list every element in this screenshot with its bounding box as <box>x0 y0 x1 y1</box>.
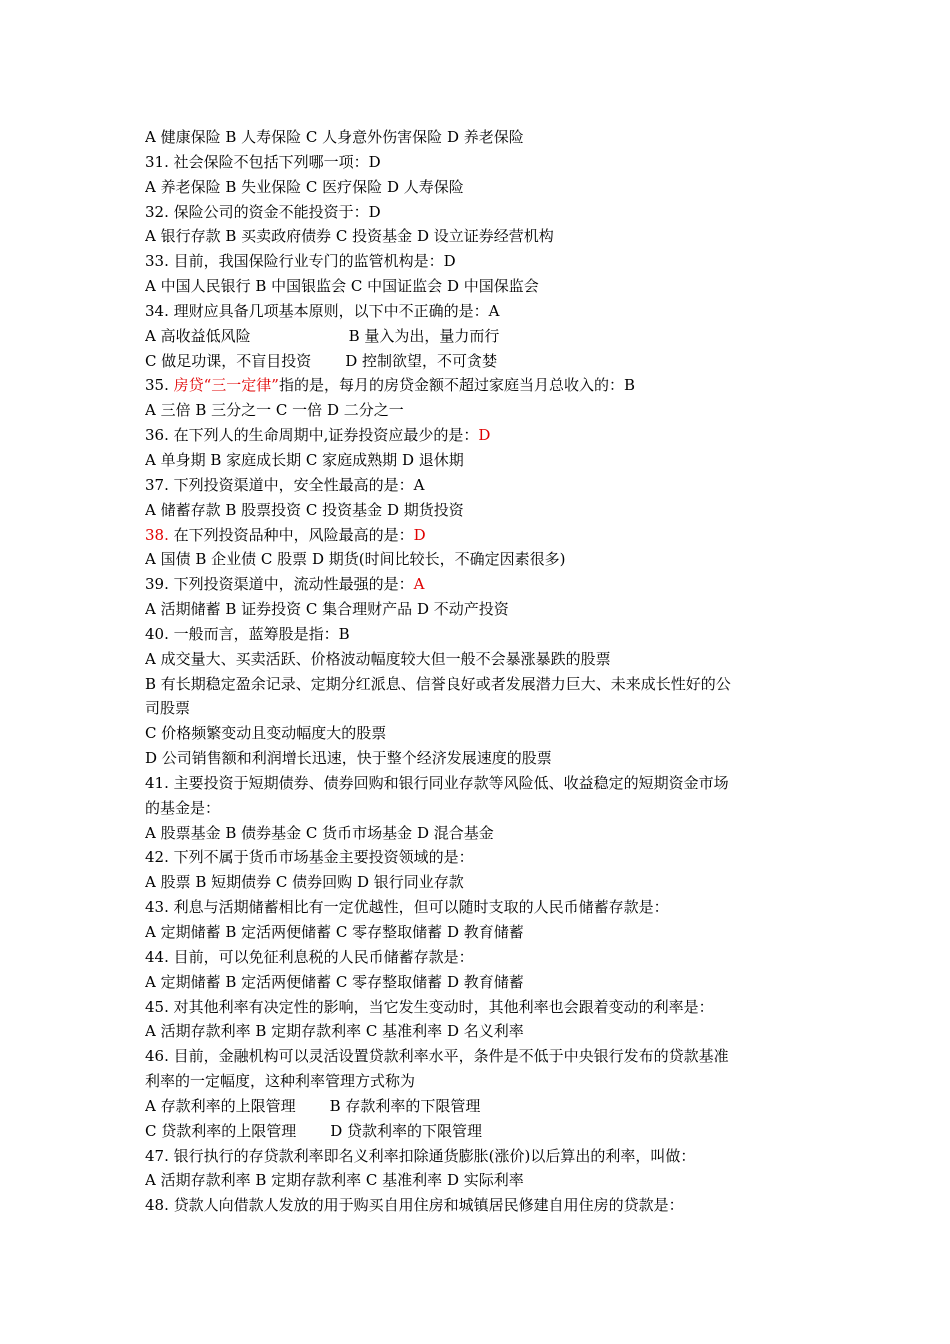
highlighted-text: 房贷“三一定律” <box>173 376 279 395</box>
text-line <box>145 547 815 572</box>
text-line <box>145 1044 815 1069</box>
line-text: C 价格频繁变动且变动幅度大的股票 <box>145 724 387 743</box>
text-line <box>145 1069 815 1094</box>
line-text: 43. 利息与活期储蓄相比有一定优越性，但可以随时支取的人民币储蓄存款是： <box>145 898 669 917</box>
line-text: 46. 目前，金融机构可以灵活设置贷款利率水平，条件是不低于中央银行发布的贷款基准 <box>145 1047 729 1066</box>
line-text: 48. 贷款人向借款人发放的用于购买自用住房和城镇居民修建自用住房的贷款是： <box>145 1196 684 1215</box>
text-line <box>145 672 815 697</box>
text-line <box>145 448 815 473</box>
line-text-second-column: B 存款利率的下限管理 <box>329 1096 481 1115</box>
line-text-second-column: D 贷款利率的下限管理 <box>330 1121 483 1140</box>
line-text: D 公司销售额和利润增长迅速，快于整个经济发展速度的股票 <box>145 749 552 768</box>
text-line <box>145 473 815 498</box>
line-text: A 定期储蓄 B 定活两便储蓄 C 零存整取储蓄 D 教育储蓄 <box>145 972 524 991</box>
line-text: A 股票基金 B 债券基金 C 货币市场基金 D 混合基金 <box>145 823 494 842</box>
text-line <box>145 870 815 895</box>
line-text: 41. 主要投资于短期债券、债券回购和银行同业存款等风险低、收益稳定的短期资金市场 <box>145 773 729 792</box>
text-line <box>145 249 815 274</box>
line-text: 利率的一定幅度，这种利率管理方式称为 <box>145 1072 416 1091</box>
line-text: 司股票 <box>145 699 191 718</box>
line-text: 32. 保险公司的资金不能投资于：D <box>145 202 381 221</box>
text-line <box>145 572 815 597</box>
highlighted-text: D <box>478 426 491 445</box>
text-line <box>145 1144 815 1169</box>
line-text: 37. 下列投资渠道中，安全性最高的是：A <box>145 475 425 494</box>
text-line <box>145 1119 815 1144</box>
text-line <box>145 224 815 249</box>
line-text: 34. 理财应具备几项基本原则，以下中不正确的是：A <box>145 301 500 320</box>
line-text: A 活期存款利率 B 定期存款利率 C 基准利率 D 名义利率 <box>145 1022 524 1041</box>
line-text: A 成交量大、买卖活跃、价格波动幅度较大但一般不会暴涨暴跌的股票 <box>145 649 611 668</box>
line-text: 44. 目前，可以免征利息税的人民币储蓄存款是： <box>145 947 474 966</box>
line-text: 40. 一般而言，蓝筹股是指：B <box>145 624 350 643</box>
text-line <box>145 423 815 448</box>
line-text: 47. 银行执行的存贷款利率即名义利率扣除通货膨胀(涨价)以后算出的利率，叫做： <box>145 1146 696 1165</box>
text-line <box>145 299 815 324</box>
line-text: 45. 对其他利率有决定性的影响，当它发生变动时，其他利率也会跟着变动的利率是： <box>145 997 714 1016</box>
line-text: C 做足功课，不盲目投资 <box>145 351 312 370</box>
text-line <box>145 647 815 672</box>
line-text: A 中国人民银行 B 中国银监会 C 中国证监会 D 中国保监会 <box>145 277 539 296</box>
highlighted-text: A <box>413 575 425 594</box>
text-line <box>145 696 815 721</box>
line-text: A 健康保险 B 人寿保险 C 人身意外伤害保险 D 养老保险 <box>145 128 524 146</box>
line-text-second-column: D 控制欲望，不可贪婪 <box>345 351 498 370</box>
text-line <box>145 1193 815 1218</box>
line-text: A 国债 B 企业债 C 股票 D 期货(时间比较长，不确定因素很多) <box>145 550 566 569</box>
text-line <box>145 175 815 200</box>
line-text: B 有长期稳定盈余记录、定期分红派息、信誉良好或者发展潜力巨大、未来成长性好的公 <box>145 674 731 693</box>
text-line <box>145 349 815 374</box>
line-text: A 股票 B 短期债券 C 债券回购 D 银行同业存款 <box>145 873 464 892</box>
line-text: 的基金是： <box>145 798 221 817</box>
text-line <box>145 1168 815 1193</box>
text-line <box>145 324 815 349</box>
text-line <box>145 398 815 423</box>
text-line <box>145 200 815 225</box>
text-line <box>145 895 815 920</box>
text-line <box>145 622 815 647</box>
text-line <box>145 498 815 523</box>
line-text: A 活期存款利率 B 定期存款利率 C 基准利率 D 实际利率 <box>145 1171 524 1190</box>
text-line <box>145 274 815 299</box>
text-line <box>145 746 815 771</box>
line-text: A 高收益低风险 <box>145 326 251 345</box>
text-line <box>145 1094 815 1119</box>
text-line <box>145 721 815 746</box>
line-text: A 养老保险 B 失业保险 C 医疗保险 D 人寿保险 <box>145 177 464 196</box>
line-text: 在下列投资品种中，风险最高的是： <box>168 525 414 544</box>
highlighted-answer: D <box>413 525 426 544</box>
text-line <box>145 920 815 945</box>
text-line <box>145 995 815 1020</box>
line-text: A 活期储蓄 B 证券投资 C 集合理财产品 D 不动产投资 <box>145 600 509 619</box>
line-text: 36. 在下列人的生命周期中,证券投资应最少的是： <box>145 426 479 445</box>
line-text: 指的是，每月的房贷金额不超过家庭当月总收入的：B <box>278 376 635 395</box>
text-line <box>145 597 815 622</box>
line-text: 35. <box>145 376 174 395</box>
text-line <box>145 523 815 548</box>
line-text: A 存款利率的上限管理 <box>145 1096 296 1115</box>
text-line <box>145 945 815 970</box>
line-text: A 定期储蓄 B 定活两便储蓄 C 零存整取储蓄 D 教育储蓄 <box>145 923 524 941</box>
line-text: 42. 下列不属于货币市场基金主要投资领域的是： <box>145 848 474 867</box>
line-text: 39. 下列投资渠道中，流动性最强的是： <box>145 575 414 594</box>
line-text-second-column: B 量入为出，量力而行 <box>348 326 500 345</box>
text-line <box>145 970 815 995</box>
document-body <box>145 125 815 1218</box>
line-text: 33. 目前，我国保险行业专门的监管机构是：D <box>145 252 456 271</box>
line-text: C 贷款利率的上限管理 <box>145 1121 297 1140</box>
line-text: A 单身期 B 家庭成长期 C 家庭成熟期 D 退休期 <box>145 450 464 469</box>
text-line <box>145 373 815 398</box>
text-line <box>145 1019 815 1044</box>
line-text: A 银行存款 B 买卖政府债券 C 投资基金 D 设立证券经营机构 <box>145 227 554 246</box>
line-text: 31. 社会保险不包括下列哪一项：D <box>145 152 381 171</box>
text-line <box>145 125 815 150</box>
text-line <box>145 771 815 796</box>
text-line <box>145 821 815 846</box>
highlighted-text: 38. <box>145 525 169 544</box>
line-text: A 三倍 B 三分之一 C 一倍 D 二分之一 <box>145 401 404 420</box>
line-text: A 储蓄存款 B 股票投资 C 投资基金 D 期货投资 <box>145 500 464 519</box>
text-line <box>145 150 815 175</box>
text-line <box>145 845 815 870</box>
text-line <box>145 796 815 821</box>
